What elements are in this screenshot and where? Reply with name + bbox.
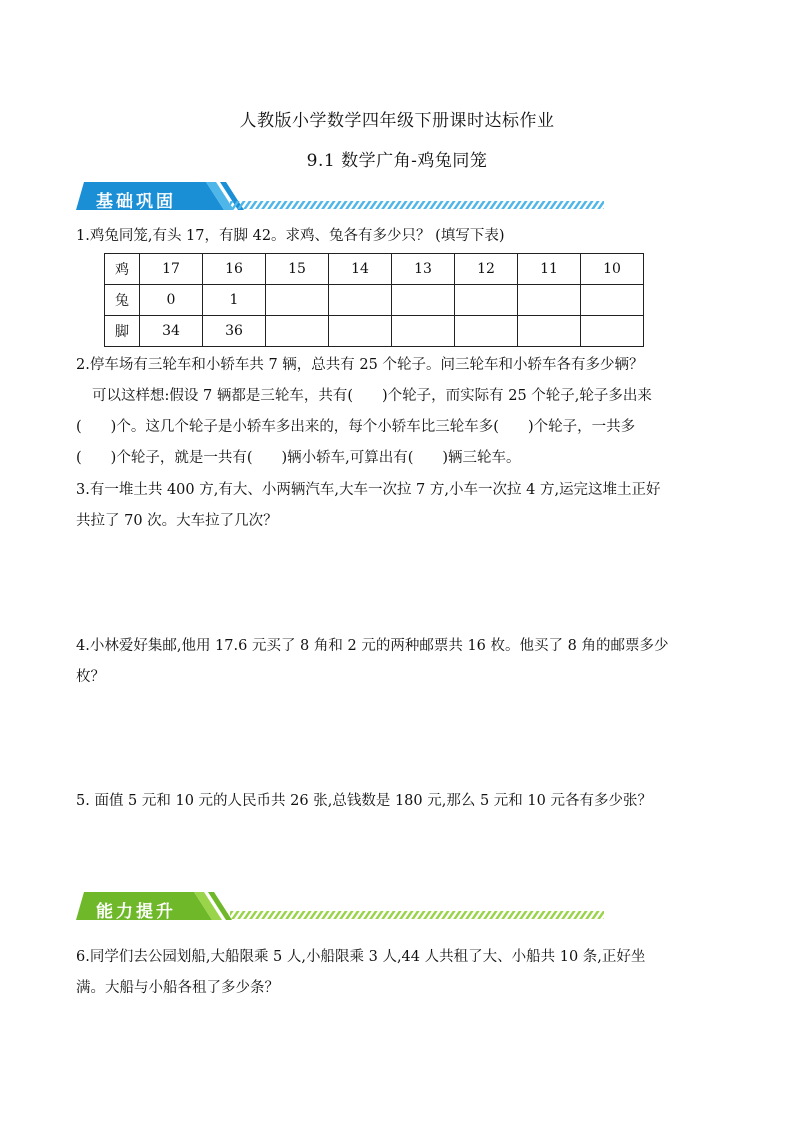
section-label-advanced: 能力提升: [96, 902, 176, 922]
section-banner-advanced: [76, 892, 616, 924]
worksheet-subtitle: 9.1 数学广角-鸡兔同笼: [306, 151, 488, 171]
question-4-line-2: 枚？: [76, 669, 105, 685]
row-head-feet: 脚: [105, 316, 140, 347]
blank-cell[interactable]: [266, 316, 329, 347]
table-cell: 17: [140, 254, 203, 285]
blank-cell[interactable]: [329, 285, 392, 316]
table-cell: 14: [329, 254, 392, 285]
blank-cell[interactable]: [581, 316, 644, 347]
section-label-basic: 基础巩固: [96, 192, 176, 212]
blank-cell[interactable]: [266, 285, 329, 316]
question-6-line-2: 满。大船与小船各租了多少条？: [76, 980, 279, 996]
table-row: [105, 316, 644, 347]
section-banner-basic: [76, 182, 616, 214]
table-cell: 15: [266, 254, 329, 285]
blank-cell[interactable]: [455, 316, 518, 347]
blank-cell[interactable]: [455, 285, 518, 316]
question-2-line-4: ( )个轮子，就是一共有( )辆小轿车,可算出有( )辆三轮车。: [76, 450, 521, 466]
blank-cell[interactable]: [329, 316, 392, 347]
row-head-chicken: 鸡: [105, 254, 140, 285]
table-cell: 34: [140, 316, 203, 347]
table-cell: 12: [455, 254, 518, 285]
blank-cell[interactable]: [518, 285, 581, 316]
question-3-line-1: 3.有一堆土共 400 方,有大、小两辆汽车,大车一次拉 7 方,小车一次拉 4 方,运完这堆土正好: [76, 482, 661, 498]
answer-table: [104, 253, 644, 347]
question-1-text: 1.鸡兔同笼,有头 17，有脚 42。求鸡、兔各有多少只？ (填写下表): [76, 228, 505, 244]
question-3-line-2: 共拉了 70 次。大车拉了几次？: [76, 513, 278, 529]
table-cell: 13: [392, 254, 455, 285]
table-cell: 16: [203, 254, 266, 285]
question-2-line-1: 2.停车场有三轮车和小轿车共 7 辆，总共有 25 个轮子。问三轮车和小轿车各有多少辆？: [76, 357, 644, 373]
worksheet-title: 人教版小学数学四年级下册课时达标作业: [239, 111, 555, 131]
blank-cell[interactable]: [392, 285, 455, 316]
table-cell: 36: [203, 316, 266, 347]
table-row: [105, 254, 644, 285]
table-cell: 10: [581, 254, 644, 285]
question-2-line-3: ( )个。这几个轮子是小轿车多出来的，每个小轿车比三轮车多( )个轮子，一共多: [76, 419, 636, 435]
table-cell: 0: [140, 285, 203, 316]
blank-cell[interactable]: [581, 285, 644, 316]
question-5-line-1: 5. 面值 5 元和 10 元的人民币共 26 张,总钱数是 180 元,那么 5 元和 10 元各有多少张？: [76, 793, 652, 809]
blank-cell[interactable]: [518, 316, 581, 347]
row-head-rabbit: 兔: [105, 285, 140, 316]
table-row: [105, 285, 644, 316]
question-4-line-1: 4.小林爱好集邮,他用 17.6 元买了 8 角和 2 元的两种邮票共 16 枚。他买了 8 角的邮票多少: [76, 638, 669, 654]
table-cell: 11: [518, 254, 581, 285]
blank-cell[interactable]: [392, 316, 455, 347]
table-cell: 1: [203, 285, 266, 316]
question-6-line-1: 6.同学们去公园划船,大船限乘 5 人,小船限乘 3 人,44 人共租了大、小船共 10 条,正好坐: [76, 949, 646, 965]
question-2-line-2: 可以这样想:假设 7 辆都是三轮车，共有( )个轮子，而实际有 25 个轮子,轮子多出来: [92, 388, 652, 404]
